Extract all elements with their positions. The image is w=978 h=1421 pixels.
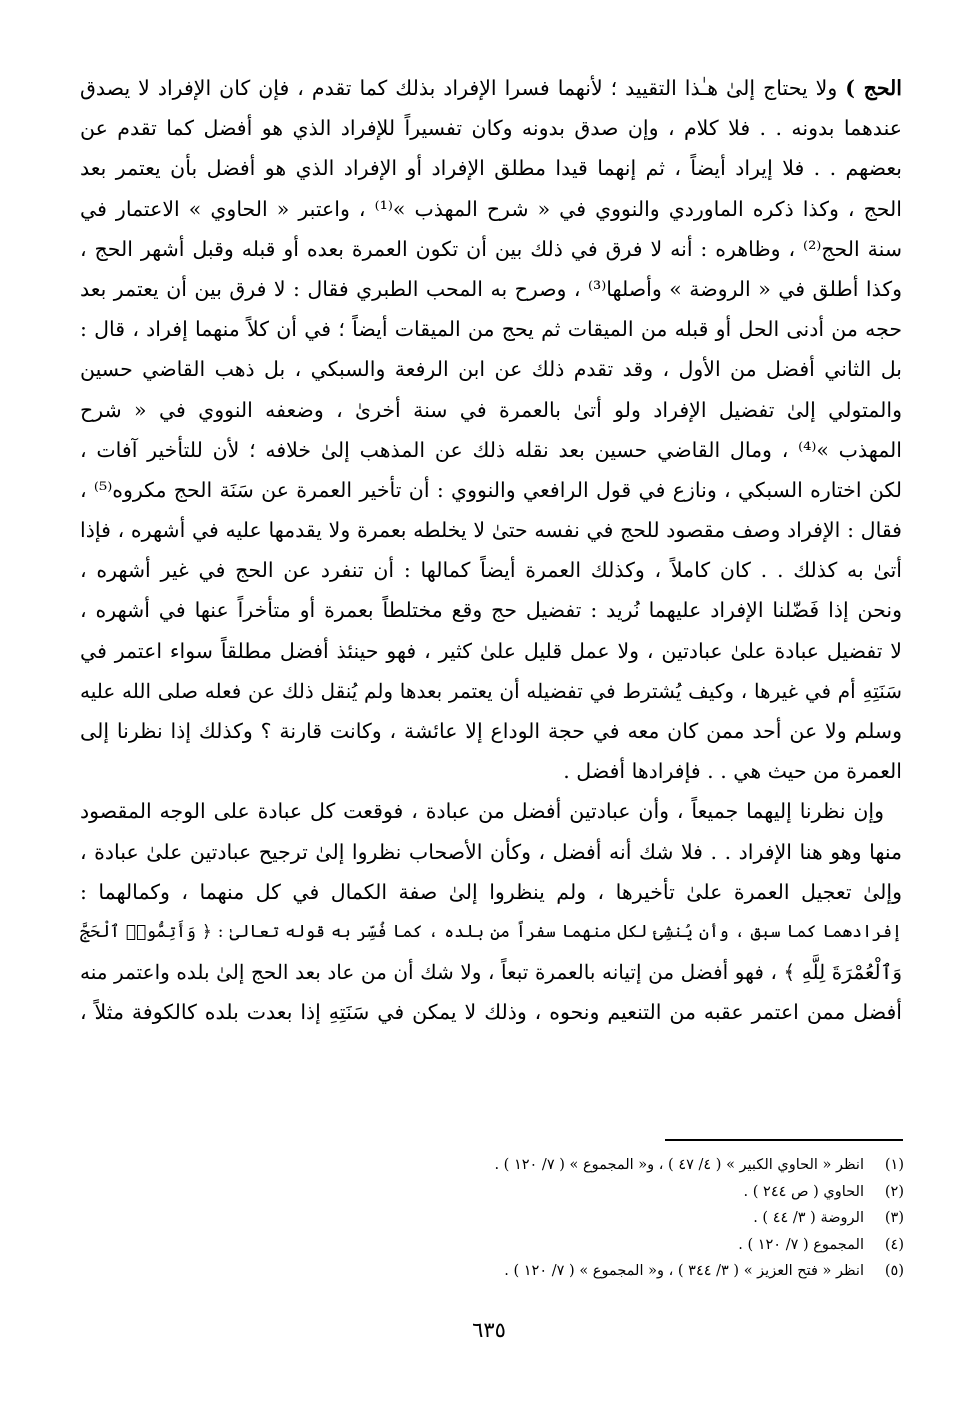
text-line: بعضهم . . فلا إيراد أيضاً ، ثم إنهما قيدا مطلق الإفراد أو الإفراد الذي هو أفضل بأن يعتمر بعد bbox=[80, 156, 903, 181]
footnote-number: (١) bbox=[884, 1157, 904, 1173]
footnote-number: (٥) bbox=[884, 1263, 904, 1279]
main-text bbox=[80, 68, 902, 1033]
footnote-item bbox=[120, 1179, 910, 1206]
text-line: حجه من أدنى الحل أو قبله من الميقات ثم يحج من الميقات أيضاً ؛ في أن كلاً منهما إفراد ، قال : bbox=[80, 317, 902, 342]
text-line: وإن نظرنا إليهما جميعاً ، وأن عبادتين أفضل من عبادة ، فوقعت كل عبادة على الوجه المقصود bbox=[80, 799, 884, 824]
page-number: ٦٣٥ bbox=[472, 1318, 506, 1342]
text-line: أفضل ممن اعتمر عقبه من التنعيم ونحوه ، وذلك لا يمكن في سَنَتِهِ إذا بعدت بلده كالكوفة مثلاً ، bbox=[80, 1000, 902, 1025]
footnote-item bbox=[120, 1152, 910, 1179]
footnote-text: انظر « الحاوي الكبير » ( ٤/ ٤٧ ) ، و« المجموع » ( ٧/ ١٢٠ ) . bbox=[494, 1157, 864, 1173]
text-line: سَنَتِهِ أم في غيرها ، وكيف يُشترط في تفضيله أن يعتمر بعدها ولم يُنقل ذلك عن فعله صلى الله عليه bbox=[80, 678, 902, 703]
footnote-text: المجموع ( ٧/ ١٢٠ ) . bbox=[738, 1236, 864, 1253]
footnote-text: الروضة ( ٣/ ٤٤ ) . bbox=[753, 1210, 864, 1226]
footnote-item bbox=[120, 1258, 910, 1285]
text-line: فقال : الإفراد وصف مقصود للحج في نفسه حتىٰ لا يخلطه بعمرة ولا يقدمها عليه في أشهره ، فإذا bbox=[80, 518, 902, 543]
text-line: وسلم ولا عن أحد ممن كان معه في حجة الوداع إلا عائشة ، وكانت قارنة ؟ وكذلك إذا نظرنا إلى bbox=[80, 719, 902, 743]
text-line: وَٱلْعُمْرَةَ لِلَّهِ ﴾ ، فهو أفضل من إتيانه بالعمرة تبعاً ، ولا شك أن من عاد بعد الحج إلىٰ بلده واعتمر منه bbox=[80, 960, 903, 985]
footnote-number: (٢) bbox=[884, 1183, 904, 1200]
text-line: بل الثاني أفضل من الأول ، وقد تقدم ذلك عن ابن الرفعة والسبكي ، بل ذهب القاضي حسين bbox=[80, 357, 902, 382]
text-line: المهذب »⁽⁴⁾ ، ومال القاضي حسين بعد نقله ذلك عن المذهب إلىٰ خلافه ؛ لأن للتأخير آفات ، bbox=[80, 437, 902, 462]
text-line: وإلىٰ تعجيل العمرة علىٰ تأخيرها ، ولم ينظروا إلىٰ صفة الكمال في كل منهما ، وكمالهما : bbox=[80, 879, 902, 904]
text-line: والمتولي إلىٰ تفضيل الإفراد ولو أتىٰ بالعمرة في سنة أخرىٰ ، وضعفه النووي في « شرح bbox=[80, 397, 902, 422]
text-line: العمرة من حيث هي . . فإفرادها أفضل . bbox=[563, 759, 902, 784]
text-line: وكذا أطلق في « الروضة » وأصلها⁽³⁾ ، وصرح به المحب الطبري فقال : لا فرق بين أن يعتمر بعد bbox=[80, 276, 902, 301]
footnote-text: الحاوي ( ص ٢٤٤ ) . bbox=[743, 1183, 864, 1200]
text-line: ونحن إذا فَضّلنا الإفراد عليهما نُريد : تفضيل حج وقع مختلطاً بعمرة أو متأخراً عنها في أشهره ، bbox=[80, 598, 902, 623]
text-line: منها وهو هنا الإفراد . . فلا شك أنه أفضل ، وكأن الأصحاب نظروا إلىٰ ترجيح عبادتين علىٰ عبادة ، bbox=[80, 839, 902, 864]
footnote-item bbox=[120, 1205, 910, 1232]
text-line: إفرادهما كما سبق ، وأن يُنشِئ لكل منهما سفراً من بلده ، كما فُسِّر به قوله تعالىٰ : ﴿ وَأَتِمُّوا۟ ٱلْحَجَّ bbox=[80, 921, 902, 942]
footnote-number: (٤) bbox=[884, 1236, 904, 1253]
text-line: الحج ، وكذا ذكره الماوردي والنووي في « شرح المهذب »⁽¹⁾ ، واعتبر « الحاوي » الاعتمار في bbox=[80, 196, 902, 221]
text-line: سنة الحج⁽²⁾ ، وظاهره : أنه لا فرق في ذلك بين أن تكون العمرة بعده أو قبله وقبل أشهر الحج ، bbox=[80, 236, 902, 261]
footnote-item bbox=[120, 1232, 910, 1259]
text-line: لكن اختاره السبكي ، ونازع في قول الرافعي والنووي : أن تأخير العمرة عن سَنَة الحج مكروه⁽⁵⁾ ، bbox=[80, 477, 903, 502]
footnote-text: انظر « فتح العزيز » ( ٣/ ٣٤٤ ) ، و« المجموع » ( ٧/ ١٢٠ ) . bbox=[504, 1263, 864, 1279]
lead-word: الحج ) bbox=[845, 76, 902, 100]
text-line: عندهما بدونه . . فلا كلام ، وإن صدق بدونه وكان تفسيراً للإفراد الذي هو أفضل كما تقدم عن bbox=[80, 116, 902, 141]
footnote-divider bbox=[665, 1139, 903, 1141]
text-line: الحج ) ولا يحتاج إلىٰ هـٰذا التقييد ؛ لأنهما فسرا الإفراد بذلك كما تقدم ، فإن كان الإفراد لا يصدق bbox=[80, 76, 902, 100]
text-line: لا تفضيل عبادة علىٰ عبادتين ، ولا عمل قليل علىٰ كثير ، فهو حينئذ أفضل مطلقاً سواء اعتمر في bbox=[80, 638, 902, 663]
footnote-number: (٣) bbox=[884, 1210, 904, 1226]
text-line: أتىٰ به كذلك . . كان كاملاً ، وكذلك العمرة أيضاً كمالها : أن تنفرد عن الحج في غير أشهره ، bbox=[80, 558, 902, 583]
footnotes bbox=[120, 1152, 910, 1285]
